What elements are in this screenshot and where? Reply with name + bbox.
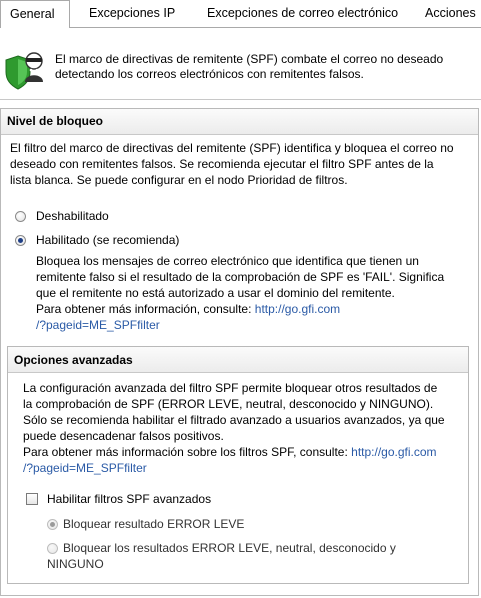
intro-description — [55, 52, 465, 82]
disabled-radio-label[interactable]: Deshabilitado — [36, 209, 109, 223]
spf-info-link-continued[interactable]: /?pageid=ME_SPFfilter — [36, 318, 160, 332]
advanced-options-header — [8, 347, 468, 373]
blocking-level-title: Nivel de bloqueo — [7, 114, 104, 128]
tab-ip-exceptions[interactable] — [89, 0, 175, 27]
tab-bar — [0, 0, 481, 27]
blocking-level-header — [1, 109, 478, 135]
intro-line: El marco de directivas de remitente (SPF) combate el correo no deseado — [55, 52, 444, 66]
description-line: La configuración avanzada del filtro SPF permite bloquear otros resultados de — [23, 381, 438, 395]
advanced-description — [23, 380, 473, 476]
description-line: Sólo se recomienda habilitar el filtrado avanzado a usuarios avanzados, ya que — [23, 413, 445, 427]
more-info-line — [36, 301, 476, 317]
disabled-radio[interactable] — [15, 211, 26, 222]
tab-underline — [70, 27, 481, 28]
divider — [0, 99, 481, 100]
description-line: la comprobación de SPF (ERROR LEVE, neutral, desconocido y NINGUNO). — [23, 397, 434, 411]
tab-general[interactable] — [0, 0, 70, 28]
description-line: remitente falso si el resultado de la comprobación de SPF es 'FAIL'. Significa — [36, 270, 445, 284]
blocking-description — [10, 140, 475, 188]
more-info-text: Para obtener más información sobre los filtros SPF, consulte: — [23, 445, 352, 459]
description-line: lista blanca. Se puede configurar en el nodo Prioridad de filtros. — [10, 173, 348, 187]
spf-advanced-info-link-continued[interactable]: /?pageid=ME_SPFfilter — [23, 461, 147, 475]
block-soft-error-label[interactable]: Bloquear resultado ERROR LEVE — [63, 517, 245, 531]
more-info-line — [23, 444, 473, 460]
description-line: Bloquea los mensajes de correo electrónico que identifica que tienen un — [36, 254, 419, 268]
intro-section — [0, 38, 481, 90]
enabled-radio[interactable] — [15, 235, 26, 246]
more-info-text: Para obtener más información, consulte: — [36, 302, 255, 316]
block-all-results-radio[interactable] — [47, 543, 58, 554]
enable-advanced-checkbox-label[interactable]: Habilitar filtros SPF avanzados — [47, 492, 212, 506]
block-all-results-label-continued[interactable]: NINGUNO — [47, 557, 104, 571]
spf-advanced-info-link[interactable]: http://go.gfi.com — [351, 445, 437, 459]
description-line: deseado con remitentes falsos. Se recomienda ejecutar el filtro SPF antes de la — [10, 157, 434, 171]
description-line: que el remitente no está autorizado a usar el dominio del remitente. — [36, 286, 395, 300]
block-all-results-label[interactable]: Bloquear los resultados ERROR LEVE, neutral, desconocido y — [63, 541, 396, 555]
description-line: puede desencadenar falsos positivos. — [23, 429, 224, 443]
enable-advanced-checkbox[interactable] — [26, 493, 38, 505]
block-soft-error-radio[interactable] — [47, 519, 58, 530]
intro-line: detectando los correos electrónicos con remitentes falsos. — [55, 67, 364, 81]
tab-label: Excepciones de correo electrónico — [207, 6, 399, 20]
tab-label: Excepciones IP — [89, 6, 176, 20]
spf-shield-icon — [3, 50, 47, 92]
spf-info-link[interactable]: http://go.gfi.com — [254, 302, 341, 316]
enabled-radio-label[interactable]: Habilitado (se recomienda) — [36, 233, 180, 247]
tab-email-exceptions[interactable] — [207, 0, 398, 27]
advanced-options-title: Opciones avanzadas — [14, 353, 133, 367]
tab-label: Acciones — [425, 6, 476, 20]
tab-label: General — [10, 7, 55, 21]
description-line: El filtro del marco de directivas del remitente (SPF) identifica y bloquea el correo no — [10, 141, 454, 155]
enabled-description — [36, 253, 476, 333]
tab-actions[interactable] — [425, 0, 476, 27]
